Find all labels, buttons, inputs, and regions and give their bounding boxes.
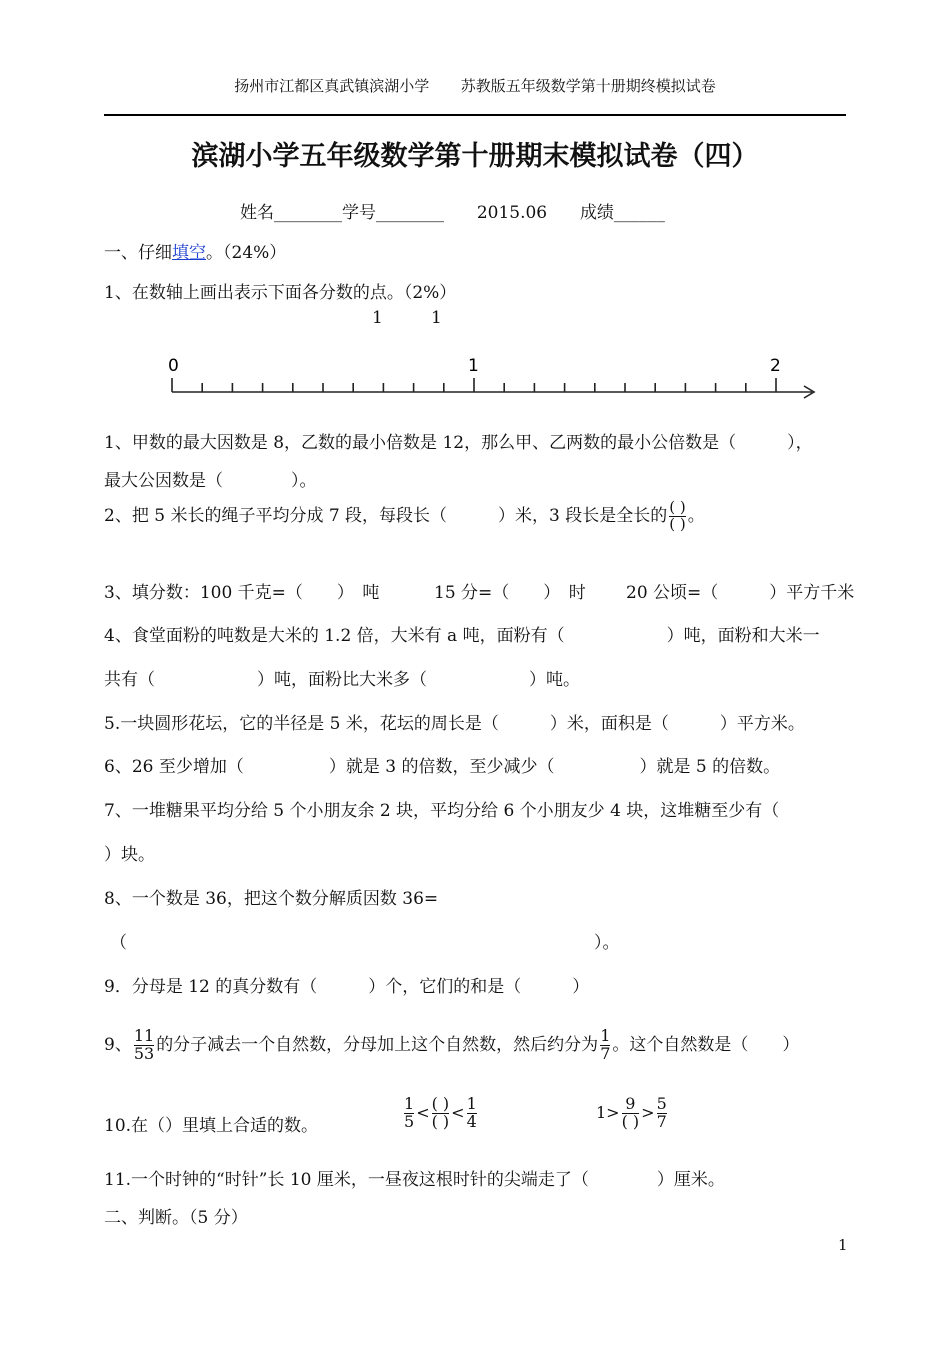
exam-date: 2015.06 xyxy=(476,203,548,223)
score-field[interactable]: 成绩______ xyxy=(579,203,665,223)
frac-one-fifth xyxy=(404,1096,414,1131)
student-info xyxy=(240,198,665,223)
greater-than: > xyxy=(641,1102,655,1122)
page-header xyxy=(0,75,950,96)
question-1-line2: 最大公因数是（ ）。 xyxy=(104,471,317,491)
frac-den: ( ) xyxy=(431,1111,450,1131)
numberline-fraction-1: 1 xyxy=(372,308,383,328)
page-title: 滨湖小学五年级数学第十册期末模拟试卷（四） xyxy=(191,141,759,172)
name-field[interactable]: 姓名________ xyxy=(240,203,342,223)
header-subtitle: 苏教版五年级数学第十册期终模拟试卷 xyxy=(460,77,716,95)
question-6: 6、26 至少增加（ ）就是 3 的倍数，至少减少（ ）就是 5 的倍数。 xyxy=(104,757,781,777)
frac-den: ( ) xyxy=(669,514,686,533)
question-10-inequality-1 xyxy=(402,1096,479,1131)
frac-den: 7 xyxy=(600,1043,611,1063)
frac-num: 11 xyxy=(133,1026,155,1045)
frac-nine-over-blank[interactable] xyxy=(622,1096,640,1131)
numberline-fraction-2: 1 xyxy=(431,308,442,328)
question-3b: 15 分=（ ） 时 xyxy=(434,583,586,603)
number-line[interactable] xyxy=(160,352,825,407)
fill-blank-link[interactable]: 填空 xyxy=(172,243,206,263)
question-11: 11.一个时钟的“时针”长 10 厘米，一昼夜这根时针的尖端走了（ ）厘米。 xyxy=(104,1170,725,1190)
section1-heading xyxy=(104,238,286,263)
frac-num: 1 xyxy=(600,1026,611,1045)
question-9b-prefix: 9、 xyxy=(104,1034,132,1055)
frac-num: ( ) xyxy=(669,498,686,516)
question-2 xyxy=(104,500,705,533)
question-9b-end: 。这个自然数是（ ） xyxy=(612,1034,800,1055)
one-greater-than: 1> xyxy=(596,1102,620,1122)
question-10-text: 10.在（）里填上合适的数。 xyxy=(104,1116,319,1136)
frac-num: ( ) xyxy=(431,1094,450,1113)
frac-den: 5 xyxy=(404,1111,415,1131)
frac-den: 4 xyxy=(466,1111,477,1131)
frac-num: 9 xyxy=(625,1094,636,1113)
question-numberline: 1、在数轴上画出表示下面各分数的点。（2%） xyxy=(104,283,457,303)
question-8-open: （ xyxy=(110,933,127,953)
axis-label-2: 2 xyxy=(770,356,781,376)
question-1-line1: 1、甲数的最大因数是 8，乙数的最小倍数是 12，那么甲、乙两数的最小公倍数是（ ）， xyxy=(104,433,813,453)
frac-den: ( ) xyxy=(621,1111,640,1131)
question-2-end: 。 xyxy=(687,505,705,526)
section2-heading: 二、判断。（5 分） xyxy=(104,1208,248,1228)
frac-num: 1 xyxy=(404,1094,415,1113)
question-2-text: 2、把 5 米长的绳子平均分成 7 段，每段长（ ）米，3 段长是全长的 xyxy=(104,505,668,526)
question-4-line2: 共有（ ）吨，面粉比大米多（ ）吨。 xyxy=(104,670,580,690)
question-8-close: ）。 xyxy=(594,933,620,953)
question-7-line2: ）块。 xyxy=(104,845,155,865)
page-number: 1 xyxy=(838,1236,848,1254)
question-9b-fraction-2 xyxy=(600,1028,610,1063)
question-5: 5.一块圆形花坛，它的半径是 5 米，花坛的周长是（ ）米，面积是（ ）平方米。 xyxy=(104,714,805,734)
frac-den: 53 xyxy=(133,1043,155,1063)
frac-num: 5 xyxy=(656,1094,667,1113)
header-rule xyxy=(104,114,846,116)
question-9b-fraction-1 xyxy=(134,1028,154,1063)
question-2-fraction xyxy=(669,500,685,533)
question-3a: 3、填分数：100 千克=（ ） 吨 xyxy=(104,583,380,603)
less-than: < xyxy=(451,1102,465,1122)
axis-label-1: 1 xyxy=(468,356,479,376)
axis-label-0: 0 xyxy=(168,356,179,376)
frac-num: 1 xyxy=(466,1094,477,1113)
question-10-inequality-2 xyxy=(596,1096,669,1131)
question-9b-mid: 的分子减去一个自然数，分母加上这个自然数，然后约分为 xyxy=(156,1034,599,1055)
question-9b xyxy=(104,1028,799,1063)
frac-den: 7 xyxy=(656,1111,667,1131)
question-4-line1: 4、食堂面粉的吨数是大米的 1.2 倍，大米有 a 吨，面粉有（ ）吨，面粉和大米一 xyxy=(104,626,820,646)
question-9a: 9．分母是 12 的真分数有（ ）个，它们的和是（ ） xyxy=(104,977,590,997)
header-school: 扬州市江都区真武镇滨湖小学 xyxy=(234,77,430,95)
question-7-line1: 7、一堆糖果平均分给 5 个小朋友余 2 块，平均分给 6 个小朋友少 4 块，这堆糖至少有（ xyxy=(104,801,780,821)
section1-suffix: 。（24%） xyxy=(206,243,287,263)
less-than: < xyxy=(416,1102,430,1122)
number-field[interactable]: 学号________ xyxy=(342,203,444,223)
frac-one-quarter xyxy=(467,1096,477,1131)
section1-prefix: 一、仔细 xyxy=(104,243,172,263)
question-3c: 20 公顷=（ ）平方千米 xyxy=(626,583,855,603)
question-8-line1: 8、一个数是 36，把这个数分解质因数 36= xyxy=(104,889,439,909)
frac-five-sevenths xyxy=(657,1096,667,1131)
frac-blank[interactable] xyxy=(432,1096,450,1131)
